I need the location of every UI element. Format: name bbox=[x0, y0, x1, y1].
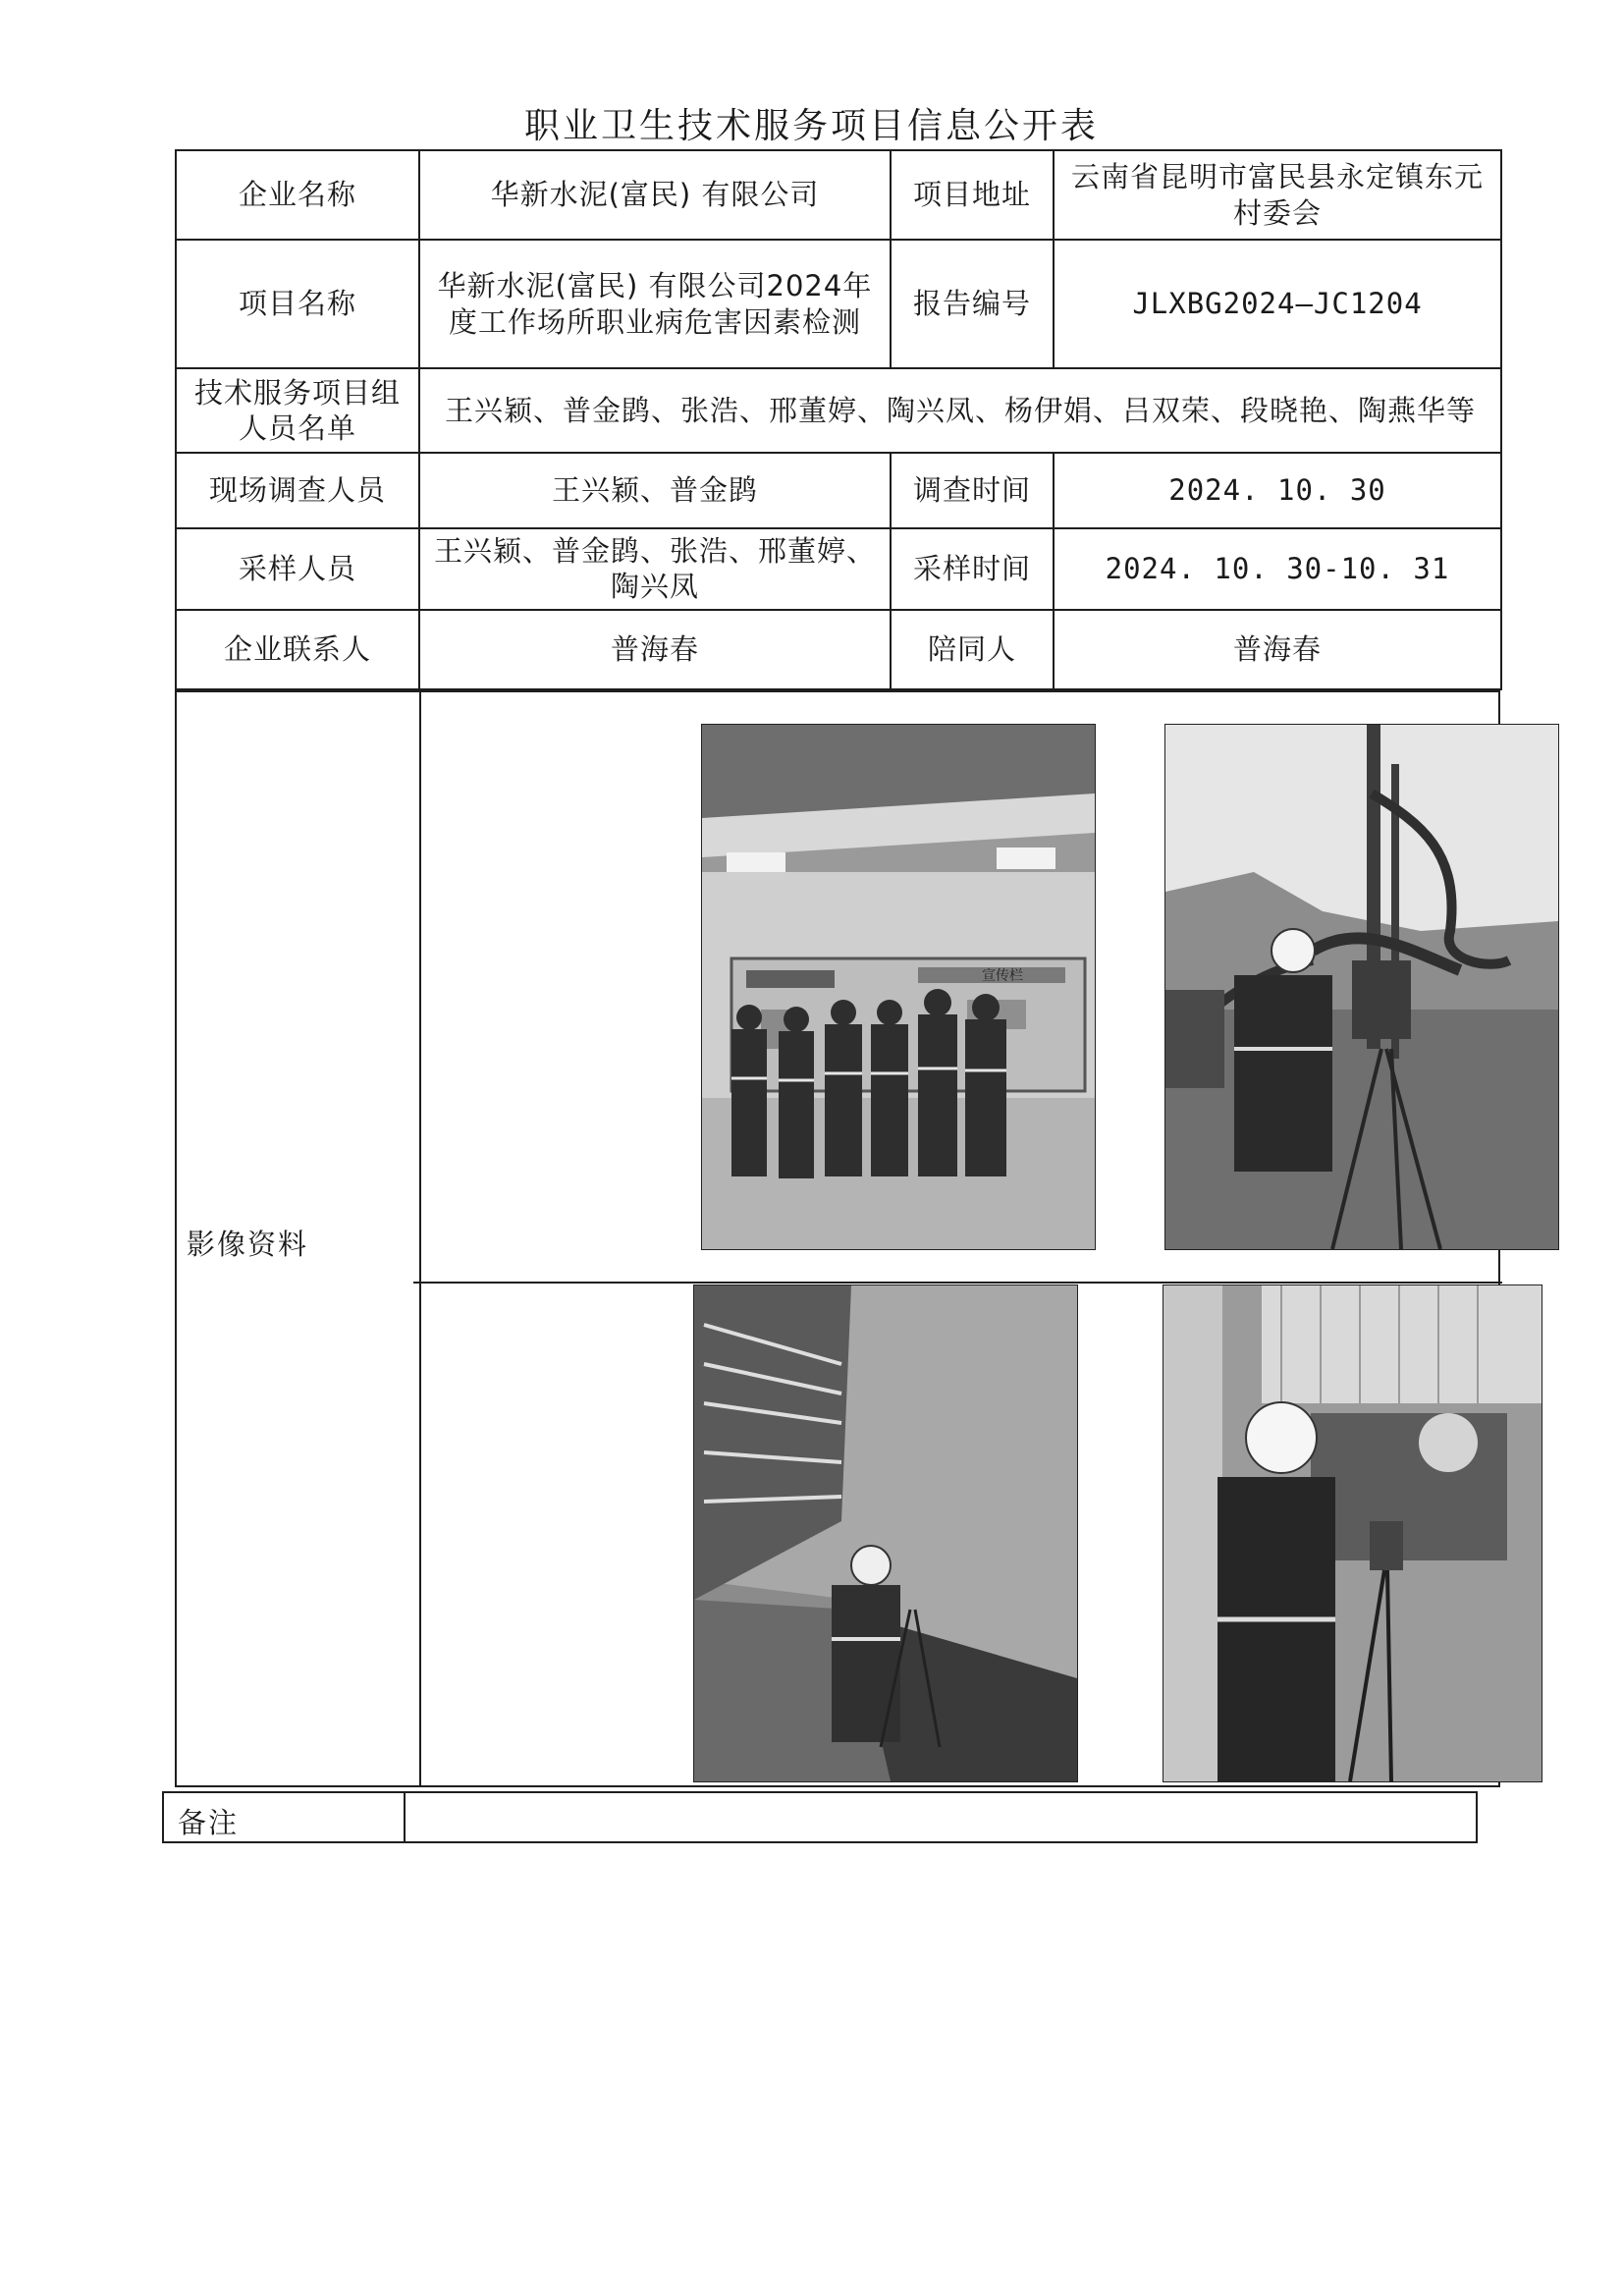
sampling-value: 王兴颖、普金鹍、张浩、邢董婷、陶兴凤 bbox=[419, 528, 891, 610]
survey-label: 现场调查人员 bbox=[176, 453, 419, 528]
photo-drill-rig bbox=[1164, 724, 1559, 1250]
survey-value: 王兴颖、普金鹍 bbox=[419, 453, 891, 528]
sampling-time-label: 采样时间 bbox=[891, 528, 1054, 610]
team-label: 技术服务项目组人员名单 bbox=[176, 368, 419, 453]
sampling-time-value: 2024. 10. 30-10. 31 bbox=[1054, 528, 1501, 610]
address-value: 云南省昆明市富民县永定镇东元村委会 bbox=[1054, 150, 1501, 240]
escort-value: 普海春 bbox=[1054, 610, 1501, 689]
contact-label: 企业联系人 bbox=[176, 610, 419, 689]
table-row bbox=[176, 610, 1501, 689]
media-label: 影像资料 bbox=[187, 1228, 309, 1261]
company-label: 企业名称 bbox=[176, 150, 419, 240]
survey-time-label: 调查时间 bbox=[891, 453, 1054, 528]
table-row bbox=[176, 240, 1501, 368]
photo-group-team bbox=[701, 724, 1096, 1250]
media-divider bbox=[413, 1282, 1502, 1284]
project-label: 项目名称 bbox=[176, 240, 419, 368]
photo-equipment-sampling-image bbox=[1163, 1285, 1542, 1781]
photo-group-team-image bbox=[702, 725, 1095, 1249]
photo-group-team-sign: 宣传栏 bbox=[982, 968, 1023, 984]
team-value: 王兴颖、普金鹍、张浩、邢董婷、陶兴凤、杨伊娟、吕双荣、段晓艳、陶燕华等 bbox=[419, 368, 1501, 453]
remark-divider bbox=[404, 1793, 406, 1841]
remark-label: 备注 bbox=[178, 1806, 240, 1839]
survey-time-value: 2024. 10. 30 bbox=[1054, 453, 1501, 528]
photo-conveyor-tunnel-image bbox=[694, 1285, 1077, 1781]
sampling-label: 采样人员 bbox=[176, 528, 419, 610]
photo-equipment-sampling bbox=[1163, 1285, 1542, 1782]
photo-drill-rig-image bbox=[1165, 725, 1558, 1249]
table-row bbox=[176, 368, 1501, 453]
address-label: 项目地址 bbox=[891, 150, 1054, 240]
table-row bbox=[176, 453, 1501, 528]
media-area bbox=[419, 692, 1502, 1785]
report-value: JLXBG2024—JC1204 bbox=[1054, 240, 1501, 368]
photo-conveyor-tunnel bbox=[693, 1285, 1078, 1782]
escort-label: 陪同人 bbox=[891, 610, 1054, 689]
contact-value: 普海春 bbox=[419, 610, 891, 689]
media-section bbox=[175, 690, 1500, 1787]
report-label: 报告编号 bbox=[891, 240, 1054, 368]
info-table bbox=[175, 149, 1502, 690]
table-row bbox=[176, 528, 1501, 610]
project-value: 华新水泥(富民) 有限公司2024年度工作场所职业病危害因素检测 bbox=[419, 240, 891, 368]
company-value: 华新水泥(富民) 有限公司 bbox=[419, 150, 891, 240]
page-title: 职业卫生技术服务项目信息公开表 bbox=[523, 106, 1099, 146]
table-row bbox=[176, 150, 1501, 240]
remark-row bbox=[162, 1791, 1478, 1843]
